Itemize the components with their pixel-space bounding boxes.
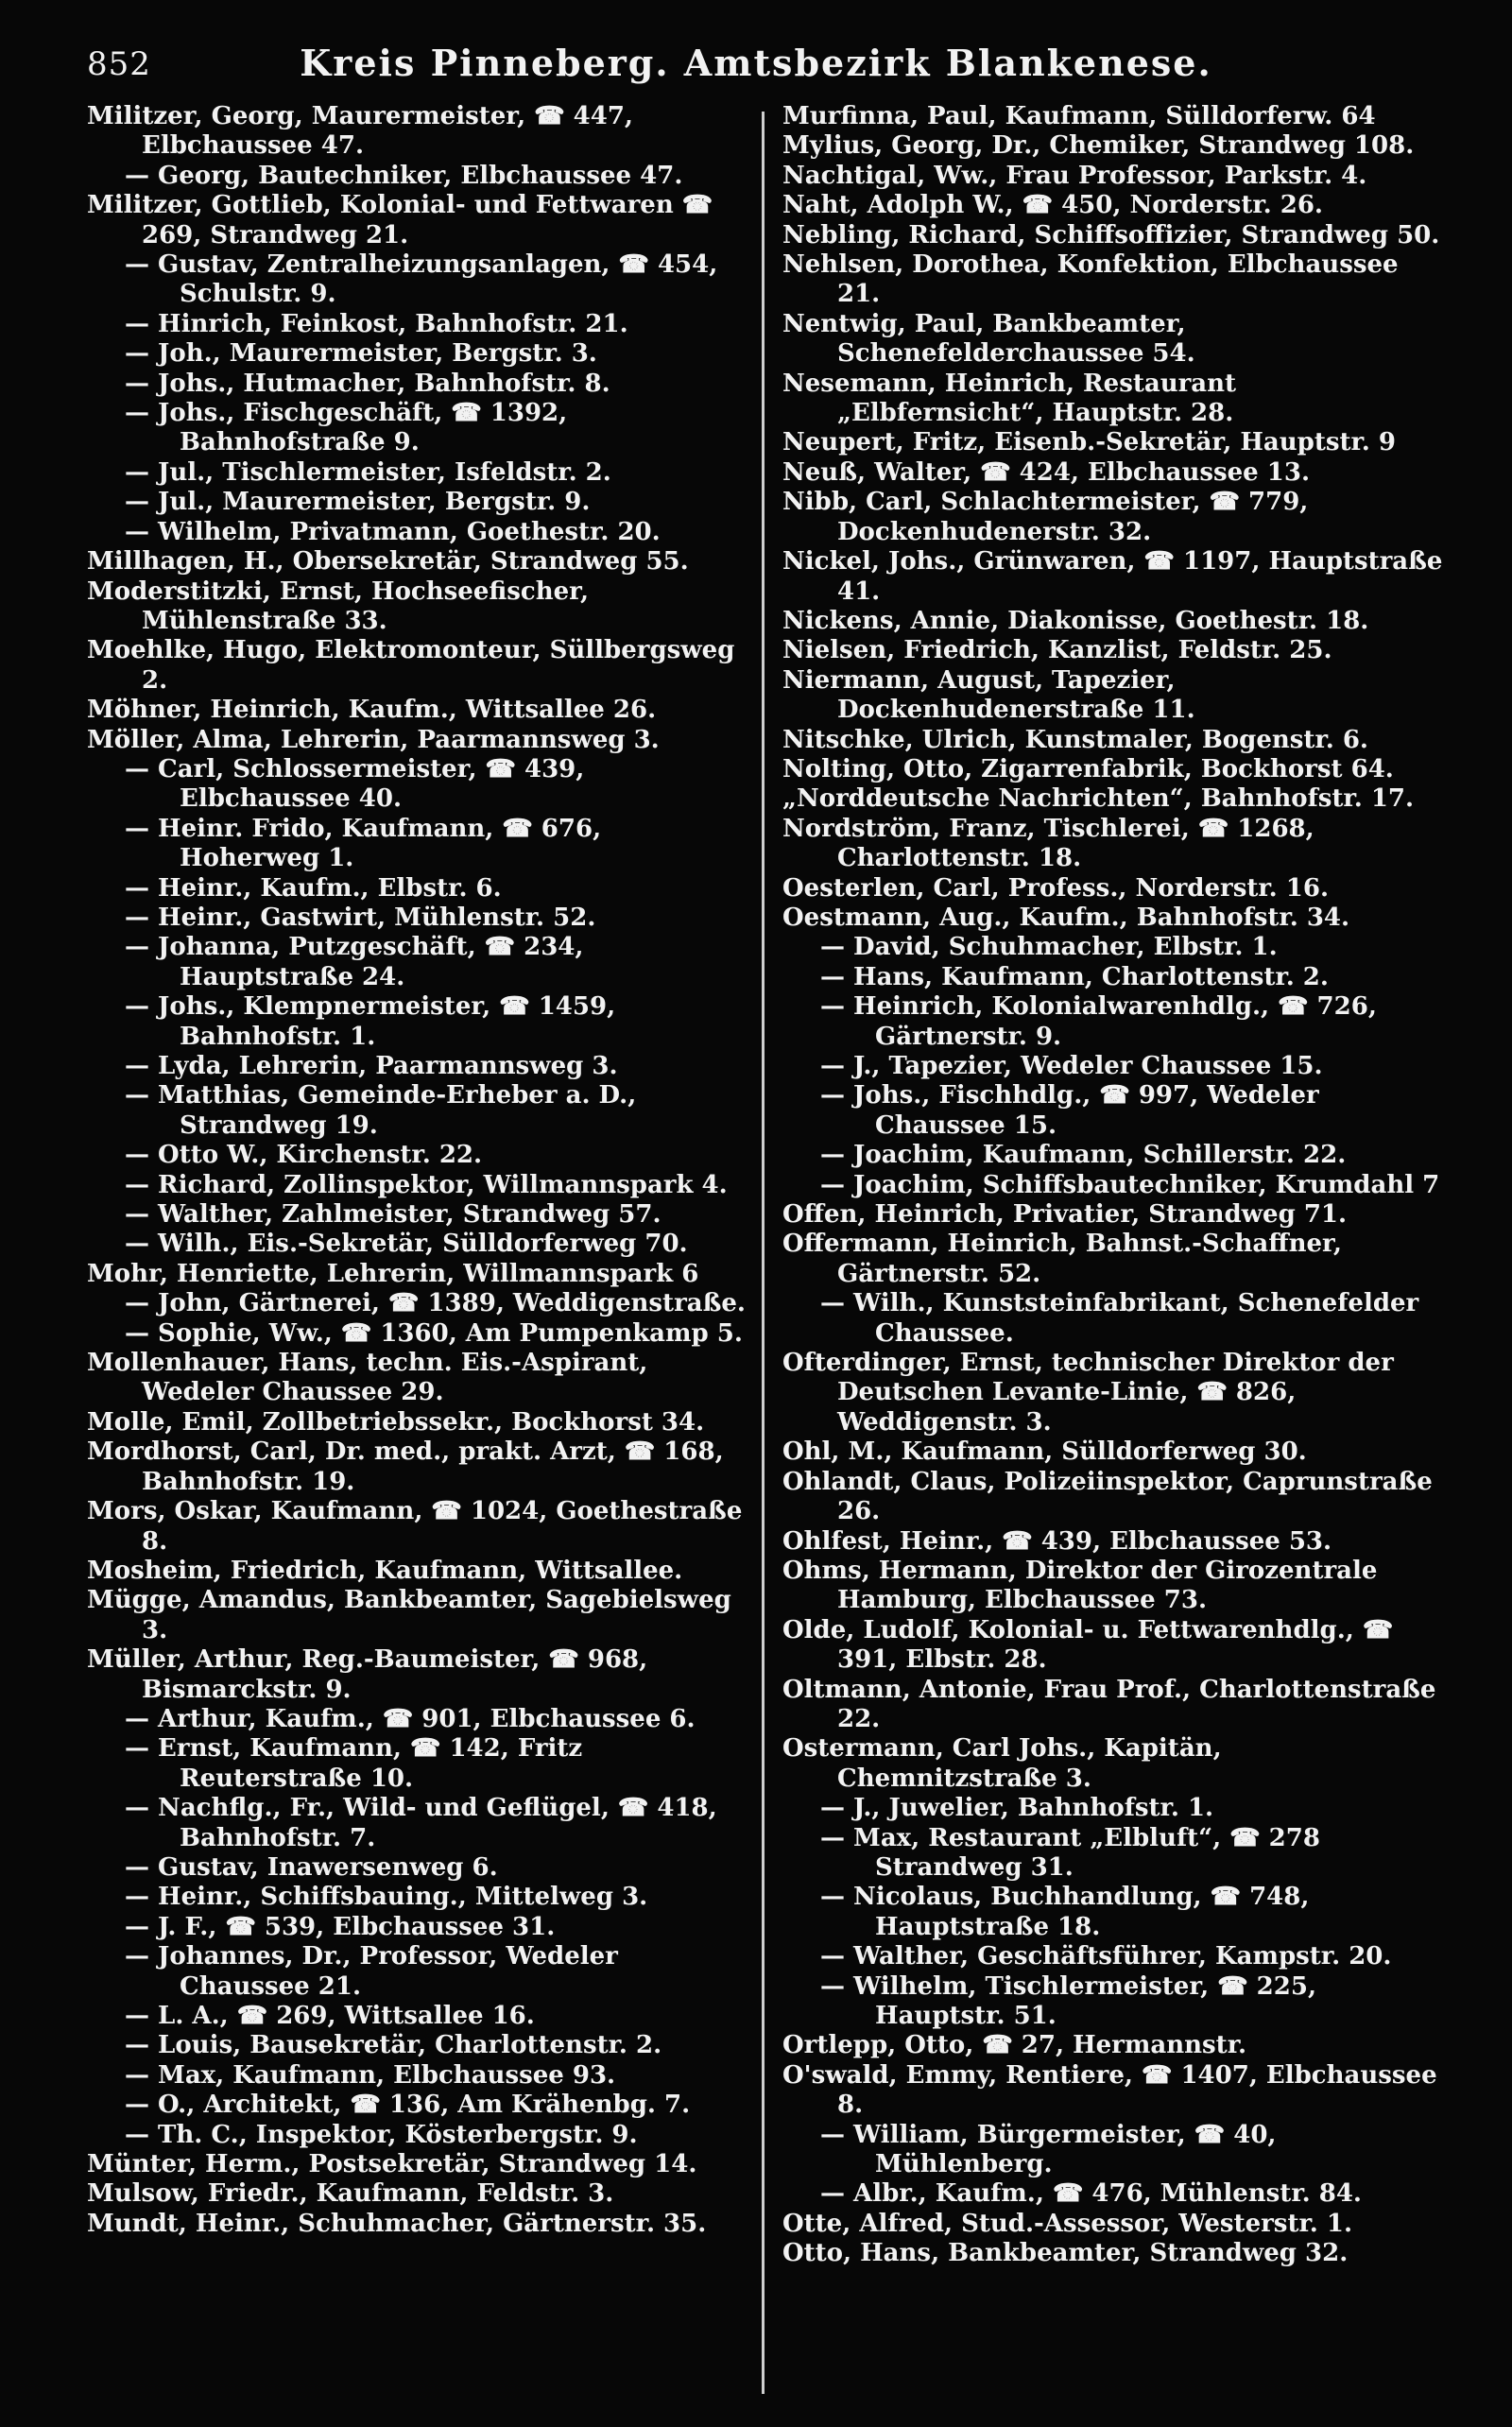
directory-entry: Nentwig, Paul, Bankbeamter, Schenefelderchaussee 54. (782, 309, 1195, 369)
directory-entry: — Gustav, Zentralheizungsanlagen, ☎ 454, Schulstr. 9. (125, 250, 718, 309)
directory-entry: Ohlfest, Heinr., ☎ 439, Elbchaussee 53. (782, 1526, 1332, 1556)
directory-entry: — Louis, Bausekretär, Charlottenstr. 2. (125, 2031, 662, 2060)
directory-entry: Ofterdinger, Ernst, technischer Direktor der Deutschen Levante-Linie, ☎ 826, Weddigenstr. 3. (782, 1349, 1394, 1437)
directory-entry: — Wilh., Kunststeinfabrikant, Schenefelder Chaussee. (820, 1289, 1419, 1348)
directory-entry: Naht, Adolph W., ☎ 450, Norderstr. 26. (782, 191, 1323, 220)
directory-entry: — Nicolaus, Buchhandlung, ☎ 748, Hauptstraße 18. (820, 1883, 1310, 1941)
directory-entry: — Joachim, Schiffsbautechniker, Krumdahl 7 (820, 1170, 1440, 1199)
directory-entry: Millhagen, H., Obersekretär, Strandweg 55. (87, 547, 689, 577)
directory-entry: Ohlandt, Claus, Polizeiinspektor, Caprunstraße 26. (782, 1467, 1433, 1526)
directory-entry: Nielsen, Friedrich, Kanzlist, Feldstr. 25. (782, 636, 1332, 665)
directory-entry: — William, Bürgermeister, ☎ 40, Mühlenberg. (820, 2120, 1277, 2179)
directory-entry: „Norddeutsche Nachrichten“, Bahnhofstr. 17. (782, 784, 1415, 814)
directory-entry: Molle, Emil, Zollbetriebssekr., Bockhorst 34. (87, 1407, 705, 1437)
directory-entry: — Jul., Tischlermeister, Isfeldstr. 2. (125, 457, 611, 487)
directory-entry: Mollenhauer, Hans, techn. Eis.-Aspirant, Wedeler Chaussee 29. (87, 1349, 648, 1407)
directory-entry: — J., Juwelier, Bahnhofstr. 1. (820, 1794, 1214, 1823)
directory-entry: Müller, Arthur, Reg.-Baumeister, ☎ 968, Bismarckstr. 9. (87, 1645, 648, 1704)
directory-entry: — Heinr. Frido, Kaufmann, ☎ 676, Hoherweg 1. (125, 814, 602, 873)
directory-entry: — Sophie, Ww., ☎ 1360, Am Pumpenkamp 5. (125, 1318, 743, 1348)
directory-entry: Oestmann, Aug., Kaufm., Bahnhofstr. 34. (782, 903, 1350, 932)
directory-entry: — Hinrich, Feinkost, Bahnhofstr. 21. (125, 309, 628, 338)
directory-entry: Mohr, Henriette, Lehrerin, Willmannspark 6 (87, 1259, 699, 1288)
column-divider (762, 112, 765, 2394)
page-title: Kreis Pinneberg. Amtsbezirk Blankenese. (300, 42, 1212, 84)
directory-entry: — Max, Restaurant „Elbluft“, ☎ 278 Strandweg 31. (820, 1823, 1320, 1882)
directory-entry: Nickel, Johs., Grünwaren, ☎ 1197, Hauptstraße 41. (782, 547, 1443, 606)
directory-entry: — O., Architekt, ☎ 136, Am Krähenbg. 7. (125, 2091, 691, 2120)
directory-entry: Nebling, Richard, Schiffsoffizier, Strandweg 50. (782, 220, 1440, 250)
directory-entry: — Walther, Geschäftsführer, Kampstr. 20. (820, 1942, 1392, 1971)
directory-entry: Nibb, Carl, Schlachtermeister, ☎ 779, Dockenhudenerstr. 32. (782, 488, 1309, 546)
directory-entry: Nolting, Otto, Zigarrenfabrik, Bockhorst 64. (782, 754, 1394, 783)
directory-entry: Ortlepp, Otto, ☎ 27, Hermannstr. (782, 2031, 1247, 2060)
directory-entry: — Th. C., Inspektor, Kösterbergstr. 9. (125, 2120, 638, 2149)
directory-entry: Oesterlen, Carl, Profess., Norderstr. 16. (782, 873, 1329, 903)
directory-entry: Münter, Herm., Postsekretär, Strandweg 14. (87, 2150, 697, 2179)
directory-entry: — Johs., Klempnermeister, ☎ 1459, Bahnhofstr. 1. (125, 992, 616, 1051)
directory-entry: Offermann, Heinrich, Bahnst.-Schaffner, Gärtnerstr. 52. (782, 1230, 1342, 1288)
directory-entry: Mordhorst, Carl, Dr. med., prakt. Arzt, ☎ 168, Bahnhofstr. 19. (87, 1437, 724, 1496)
left-column (87, 102, 748, 2239)
directory-entry: — Jul., Maurermeister, Bergstr. 9. (125, 488, 591, 517)
directory-entry: Mundt, Heinr., Schuhmacher, Gärtnerstr. 35. (87, 2209, 707, 2238)
directory-entry: — J., Tapezier, Wedeler Chaussee 15. (820, 1052, 1323, 1080)
directory-entry: Möhner, Heinrich, Kaufm., Wittsallee 26. (87, 696, 657, 725)
directory-entry: — John, Gärtnerei, ☎ 1389, Weddigenstraße. (125, 1289, 746, 1318)
directory-entry: — Heinr., Schiffsbauing., Mittelweg 3. (125, 1883, 648, 1912)
directory-entry: Olde, Ludolf, Kolonial- u. Fettwarenhdlg., ☎ 391, Elbstr. 28. (782, 1615, 1394, 1675)
directory-entry: — Gustav, Inawersenweg 6. (125, 1852, 498, 1882)
directory-entry: — Carl, Schlossermeister, ☎ 439, Elbchaussee 40. (125, 754, 585, 814)
directory-entry: — Heinr., Kaufm., Elbstr. 6. (125, 873, 502, 903)
directory-entry: — Lyda, Lehrerin, Paarmannsweg 3. (125, 1052, 618, 1080)
directory-entry: — Nachflg., Fr., Wild- und Geflügel, ☎ 418, Bahnhofstr. 7. (125, 1794, 717, 1852)
directory-entry: Otto, Hans, Bankbeamter, Strandweg 32. (782, 2239, 1349, 2268)
directory-entry: — Otto W., Kirchenstr. 22. (125, 1141, 483, 1170)
directory-entry: Nitschke, Ulrich, Kunstmaler, Bogenstr. 6. (782, 725, 1368, 754)
directory-entry: Militzer, Gottlieb, Kolonial- und Fettwaren ☎ 269, Strandweg 21. (87, 191, 713, 250)
directory-entry: — Albr., Kaufm., ☎ 476, Mühlenstr. 84. (820, 2179, 1362, 2209)
directory-entry: Offen, Heinrich, Privatier, Strandweg 71. (782, 1200, 1348, 1230)
directory-entry: — Ernst, Kaufmann, ☎ 142, Fritz Reuterstraße 10. (125, 1734, 583, 1793)
directory-entry: Neuß, Walter, ☎ 424, Elbchaussee 13. (782, 457, 1311, 487)
directory-entry: Murfinna, Paul, Kaufmann, Sülldorferw. 64 (782, 102, 1376, 130)
directory-entry: Ohl, M., Kaufmann, Sülldorferweg 30. (782, 1437, 1307, 1467)
directory-entry: — Matthias, Gemeinde-Erheber a. D., Strandweg 19. (125, 1081, 637, 1140)
directory-entry: Oltmann, Antonie, Frau Prof., Charlottenstraße 22. (782, 1675, 1436, 1733)
directory-entry: Ostermann, Carl Johs., Kapitän, Chemnitzstraße 3. (782, 1734, 1222, 1793)
directory-entry: — Max, Kaufmann, Elbchaussee 93. (125, 2060, 616, 2090)
directory-entry: Mosheim, Friedrich, Kaufmann, Wittsallee. (87, 1556, 683, 1585)
directory-entry: Möller, Alma, Lehrerin, Paarmannsweg 3. (87, 725, 660, 754)
directory-entry: Nachtigal, Ww., Frau Professor, Parkstr. 4. (782, 161, 1367, 190)
directory-entry: — Johannes, Dr., Professor, Wedeler Chaussee 21. (125, 1942, 618, 2001)
directory-entry: Moehlke, Hugo, Elektromonteur, Süllbergsweg 2. (87, 636, 735, 695)
directory-entry: Neupert, Fritz, Eisenb.-Sekretär, Hauptstr. 9 (782, 428, 1396, 457)
directory-entry: — Johs., Fischgeschäft, ☎ 1392, Bahnhofstraße 9. (125, 399, 568, 457)
directory-entry: O'swald, Emmy, Rentiere, ☎ 1407, Elbchaussee 8. (782, 2060, 1437, 2120)
directory-entry: Nickens, Annie, Diakonisse, Goethestr. 18. (782, 606, 1369, 635)
directory-entry: Mylius, Georg, Dr., Chemiker, Strandweg 108. (782, 131, 1415, 161)
directory-entry: — Hans, Kaufmann, Charlottenstr. 2. (820, 962, 1329, 991)
directory-entry: Mors, Oskar, Kaufmann, ☎ 1024, Goethestraße 8. (87, 1497, 743, 1556)
directory-entry: — David, Schuhmacher, Elbstr. 1. (820, 933, 1278, 962)
directory-entry: Mügge, Amandus, Bankbeamter, Sagebielsweg 3. (87, 1586, 731, 1644)
page-number: 852 (87, 45, 151, 83)
directory-entry: Ohms, Hermann, Direktor der Girozentrale Hamburg, Elbchaussee 73. (782, 1556, 1378, 1615)
directory-entry: Otte, Alfred, Stud.-Assessor, Westerstr. 1. (782, 2209, 1353, 2238)
directory-entry: Mulsow, Friedr., Kaufmann, Feldstr. 3. (87, 2179, 614, 2209)
directory-entry: Moderstitzki, Ernst, Hochseefischer, Mühlenstraße 33. (87, 577, 590, 635)
directory-entry: — J. F., ☎ 539, Elbchaussee 31. (125, 1912, 556, 1941)
directory-entry: — Heinr., Gastwirt, Mühlenstr. 52. (125, 903, 596, 932)
directory-entry: — Joachim, Kaufmann, Schillerstr. 22. (820, 1141, 1347, 1170)
directory-entry: Nehlsen, Dorothea, Konfektion, Elbchaussee 21. (782, 250, 1399, 309)
directory-entry: — Wilh., Eis.-Sekretär, Sülldorferweg 70. (125, 1230, 688, 1259)
directory-entry: — Heinrich, Kolonialwarenhdlg., ☎ 726, Gärtnerstr. 9. (820, 992, 1377, 1051)
directory-entry: — Johs., Fischhdlg., ☎ 997, Wedeler Chaussee 15. (820, 1081, 1319, 1140)
right-column (782, 102, 1444, 2269)
directory-entry: Militzer, Georg, Maurermeister, ☎ 447, Elbchaussee 47. (87, 102, 633, 161)
directory-entry: — Richard, Zollinspektor, Willmannspark 4. (125, 1170, 728, 1199)
directory-entry: — Wilhelm, Tischlermeister, ☎ 225, Hauptstr. 51. (820, 1971, 1316, 2030)
directory-entry: — L. A., ☎ 269, Wittsallee 16. (125, 2002, 535, 2030)
directory-entry: — Walther, Zahlmeister, Strandweg 57. (125, 1200, 662, 1230)
directory-entry: — Johs., Hutmacher, Bahnhofstr. 8. (125, 369, 610, 398)
directory-entry: — Johanna, Putzgeschäft, ☎ 234, Hauptstraße 24. (125, 933, 584, 991)
directory-entry: — Wilhelm, Privatmann, Goethestr. 20. (125, 517, 661, 546)
directory-entry: Niermann, August, Tapezier, Dockenhudenerstraße 11. (782, 665, 1195, 725)
directory-entry: Nordström, Franz, Tischlerei, ☎ 1268, Charlottenstr. 18. (782, 814, 1314, 873)
directory-entry: — Joh., Maurermeister, Bergstr. 3. (125, 339, 597, 369)
directory-entry: — Georg, Bautechniker, Elbchaussee 47. (125, 161, 683, 190)
directory-entry: Nesemann, Heinrich, Restaurant „Elbfernsicht“, Hauptstr. 28. (782, 369, 1237, 428)
directory-entry: — Arthur, Kaufm., ☎ 901, Elbchaussee 6. (125, 1704, 696, 1733)
